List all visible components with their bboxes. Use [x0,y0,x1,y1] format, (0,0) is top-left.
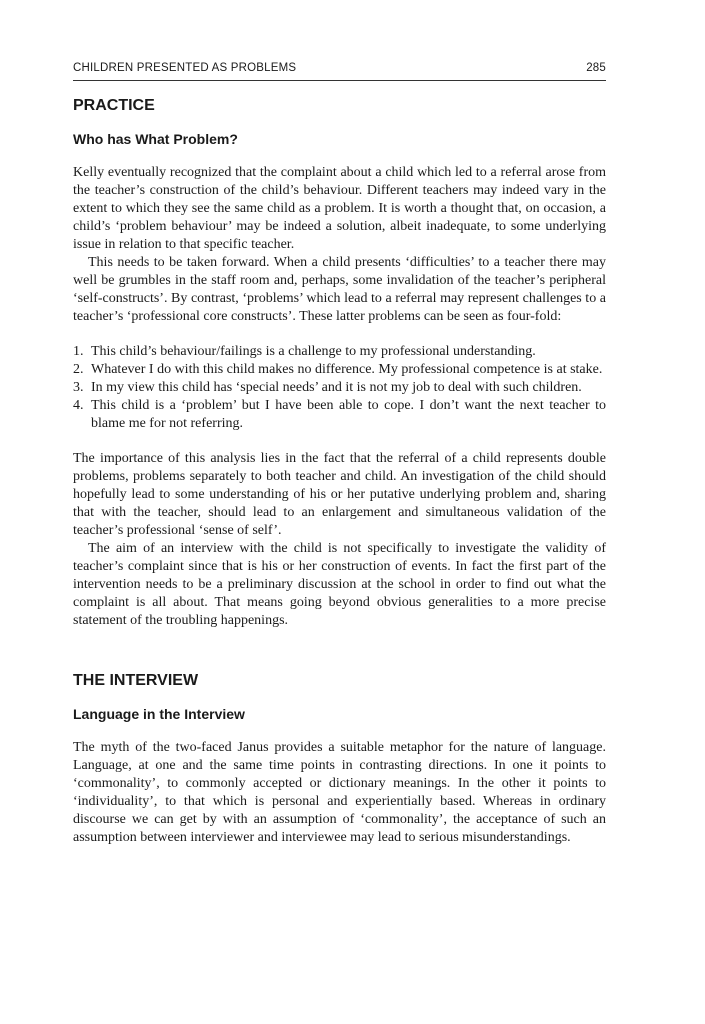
practice-body [73,164,606,326]
list-text: Whatever I do with this child makes no difference. My professional competence is at stake. [91,362,603,377]
book-page [73,62,606,847]
interview-body [73,739,606,847]
list-text: This child is a ‘problem’ but I have been able to cope. I don’t want the next teacher to blame me for not referring. [91,398,606,431]
subsection-heading-who-has-what-problem: Who has What Problem? [73,131,238,147]
list-number: 3. [73,380,84,395]
section-heading-practice: PRACTICE [73,97,155,114]
numbered-list [73,343,606,433]
practice-analysis [73,450,606,630]
list-text: In my view this child has ‘special needs’ and it is not my job to deal with such children. [91,380,582,395]
subsection-heading-language-in-the-interview: Language in the Interview [73,706,245,722]
paragraph: The myth of the two-faced Janus provides a suitable metaphor for the nature of language. Language, at one and the same time points in contrasting directions. In one it points to ‘commonality’, to commonly accepted or dictionary meanings. In the other it points to ‘individuality’, to that which is personal and experientially based. Whereas in ordinary discourse we can get by with an assumption of ‘commonality’, the acceptance of such an assumption between interviewer and interviewee may lead to serious misunderstandings. [73,740,606,845]
running-title: CHILDREN PRESENTED AS PROBLEMS [73,62,297,74]
list-text: This child’s behaviour/failings is a challenge to my professional understanding. [91,344,536,359]
running-header [73,62,606,81]
list-number: 2. [73,362,84,377]
list-number: 1. [73,344,84,359]
list-number: 4. [73,398,84,413]
list-item [73,397,606,433]
paragraph: This needs to be taken forward. When a child presents ‘difficulties’ to a teacher there may well be grumbles in the staff room and, perhaps, some invalidation of the teacher’s peripheral ‘self-constructs’. By contrast, ‘problems’ which lead to a referral may represent challenges to a teacher’s ‘professional core constructs’. These latter problems can be seen as four-fold: [73,255,606,324]
paragraph: The aim of an interview with the child is not specifically to investigate the validity of teacher’s complaint since that is his or her construction of events. In fact the first part of the intervention needs to be a preliminary discussion at the school in order to find out what the complaint is all about. That means going beyond obvious generalities to a more precise statement of the troubling happenings. [73,541,606,628]
list-item [73,343,606,361]
list-item [73,379,606,397]
section-heading-the-interview: THE INTERVIEW [73,672,199,689]
paragraph: Kelly eventually recognized that the complaint about a child which led to a referral arose from the teacher’s construction of the child’s behaviour. Different teachers may indeed vary in the extent to which they see the same child as a problem. It is worth a thought that, on occasion, a child’s ‘problem behaviour’ may be indeed a solution, albeit inadequate, to some underlying issue in relation to that specific teacher. [73,165,606,252]
list-item [73,361,606,379]
paragraph: The importance of this analysis lies in the fact that the referral of a child represents double problems, problems separately to both teacher and child. An investigation of the child should hopefully lead to some understanding of his or her putative underlying problem and, sharing that with the teacher, should lead to an enlargement and simultaneous validation of the teacher’s professional ‘sense of self’. [73,451,606,538]
page-number: 285 [586,62,606,74]
